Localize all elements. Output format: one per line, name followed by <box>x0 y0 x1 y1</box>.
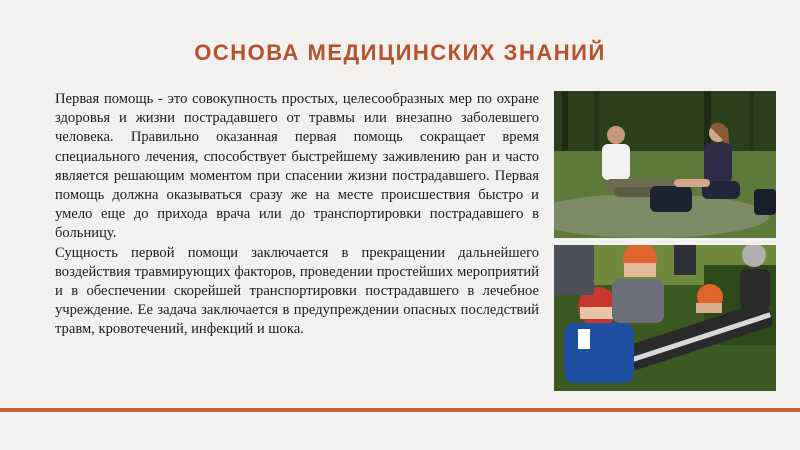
slide-title: ОСНОВА МЕДИЦИНСКИХ ЗНАНИЙ <box>194 40 606 65</box>
paragraph-first-aid-definition: Первая помощь - это совокупность простых, целесообразных мер по охране здоровья и жизни пострадавшего от травмы или внезапно заболевшего человека. Правильно оказанная первая помощь сокращает время специального лечения, способствует быстрейшему заживлению ран и часто является решающим моментом при спасении жизни пострадавшего. Первая помощь должна оказываться сразу же на месте происшествия быстро и умело еще до прихода врача или до транспортировки пострадавшего в больницу. <box>55 91 539 242</box>
body-text <box>55 90 539 340</box>
bottom-accent-line <box>0 408 800 412</box>
paragraph-first-aid-essence: Сущность первой помощи заключается в прекращении дальнейшего воздействия травмирующих факторов, проведении простейших мероприятий и в обеспечении скорейшей транспортировки пострадавшего в лечебное учреждение. Ее задача заключается в предупреждении опасных последствий травм, кровотечений, инфекций и шока. <box>55 244 539 338</box>
first-aid-in-forest-photo <box>554 91 776 238</box>
rescue-stretcher-photo <box>554 245 776 391</box>
